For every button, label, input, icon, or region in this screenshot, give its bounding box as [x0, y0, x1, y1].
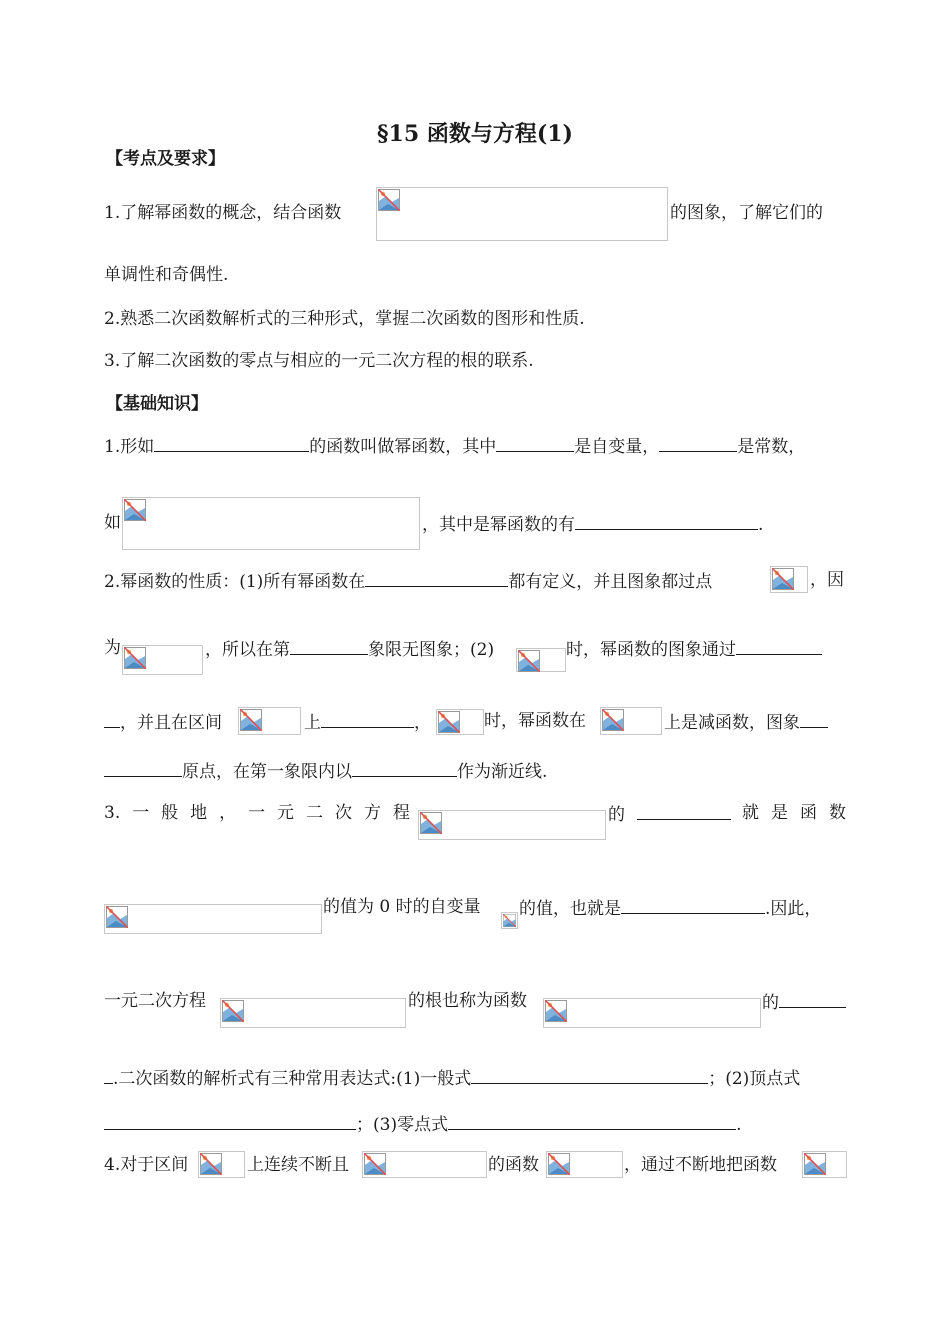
- q3-line3-end: [762, 990, 846, 1014]
- q2-line3-mid: [304, 710, 431, 734]
- q3-text-m: .: [736, 1115, 742, 1135]
- broken-image-icon: [438, 711, 460, 733]
- q3-line1-mid: [608, 802, 731, 826]
- formula-image: [220, 998, 406, 1028]
- broken-image-icon: [124, 647, 146, 669]
- blank: [496, 434, 574, 452]
- formula-image: [436, 709, 484, 735]
- blank: [290, 637, 368, 655]
- page-title: §15 函数与方程(1): [377, 121, 573, 147]
- q3-word: 元: [277, 803, 295, 823]
- broken-image-icon: [518, 650, 540, 672]
- q1-text-e: 如: [104, 513, 121, 533]
- q2-line2-mid: [205, 637, 494, 661]
- formula-image: [501, 912, 518, 929]
- broken-image-icon: [548, 1153, 570, 1175]
- formula-image: [198, 1151, 245, 1178]
- q3-text-e: 的值，也就是: [519, 899, 621, 919]
- q3-word: 是: [771, 803, 788, 823]
- q3-word: 次: [334, 803, 352, 823]
- broken-image-icon: [503, 914, 516, 927]
- broken-image-icon: [545, 1000, 567, 1022]
- q3-text-g: 一元二次方程: [104, 991, 206, 1011]
- q1-text-b: 的函数叫做幂函数，其中: [309, 437, 497, 457]
- formula-image: [770, 566, 808, 593]
- req-item1-text-cont: 的图象，了解它们的: [670, 203, 823, 223]
- q2-text-e: ，所以在第: [205, 640, 290, 660]
- q2-text-m: 原点，在第一象限内以: [182, 762, 352, 782]
- req-item2: 2.熟悉二次函数解析式的三种形式，掌握二次函数的图形和性质.: [104, 309, 585, 329]
- req-item1-text: 1.了解幂函数的概念，结合函数: [104, 203, 342, 223]
- q1-text-a: 1.形如: [104, 437, 155, 457]
- q3-text-f: .因此，: [765, 899, 822, 919]
- blank: [471, 1066, 708, 1084]
- q2-text-i: 上: [304, 713, 321, 733]
- formula-image: [376, 187, 668, 241]
- broken-image-icon: [420, 812, 442, 834]
- q3-text-d: 的值为 0 时的自变量: [323, 897, 481, 917]
- formula-image: [543, 998, 761, 1028]
- q1-text-d: 是常数，: [737, 437, 806, 457]
- section-heading-basics: 【基础知识】: [106, 394, 208, 414]
- req-item1-text-end: 单调性和奇偶性.: [104, 265, 229, 285]
- broken-image-icon: [772, 568, 794, 590]
- formula-image: [516, 648, 566, 672]
- q2-text-c: ，因: [810, 570, 844, 590]
- q3-word: 3.: [104, 803, 121, 823]
- q2-text-l: 上是减函数，图象: [664, 713, 800, 733]
- q2-text-g: 时，幂函数的图象通过: [566, 640, 736, 660]
- blank: [575, 512, 758, 530]
- q2-text-j: ，: [414, 713, 431, 733]
- q3-line1-end: [742, 802, 846, 824]
- q2-text-d: 为: [104, 638, 121, 658]
- broken-image-icon: [364, 1153, 386, 1175]
- blank: [736, 637, 822, 655]
- broken-image-icon: [378, 189, 400, 211]
- q3-text-j: .二次函数的解析式有三种常用表达式:(1)一般式: [113, 1069, 472, 1089]
- q3-word: 数: [829, 803, 846, 823]
- q2-text-h: ，并且在区间: [120, 713, 222, 733]
- broken-image-icon: [124, 499, 146, 521]
- q3-word: 一: [248, 803, 266, 823]
- q3-word: 函: [800, 803, 817, 823]
- blank: [104, 710, 120, 728]
- q3-word: 程: [392, 803, 410, 823]
- blank: [104, 1066, 113, 1084]
- blank: [352, 759, 457, 777]
- q2-line4: [104, 759, 547, 783]
- q2-text-a: 2.幂函数的性质：(1)所有幂函数在: [104, 572, 366, 592]
- q1-text-c: 是自变量，: [574, 437, 660, 457]
- formula-image: [238, 707, 301, 735]
- blank: [365, 569, 508, 587]
- q4-text-a: 4.对于区间: [104, 1155, 189, 1175]
- q3-word: 一: [132, 803, 150, 823]
- q3-line2-end: [519, 896, 821, 920]
- section-heading-requirements: 【考点及要求】: [106, 149, 225, 169]
- blank: [154, 434, 309, 452]
- formula-image: [802, 1151, 847, 1178]
- q2-line3-end: [664, 710, 828, 734]
- q1-text-g: .: [758, 515, 764, 535]
- q1-line1: [104, 434, 805, 458]
- q4-text-c: 的函数: [488, 1155, 539, 1175]
- q3-text-h: 的根也称为函数: [408, 991, 527, 1011]
- q3-line1-words: [104, 802, 410, 824]
- blank: [104, 1112, 356, 1130]
- formula-image: [418, 810, 606, 840]
- q4-text-b: 上连续不断且: [247, 1155, 349, 1175]
- q1-text-f: ，其中是幂函数的有: [422, 515, 575, 535]
- q3-word: 方: [363, 803, 381, 823]
- formula-image: [122, 645, 203, 675]
- blank: [448, 1112, 736, 1130]
- q2-line1: [104, 569, 712, 593]
- q3-word: ，: [219, 803, 237, 823]
- q2-text-n: 作为渐近线.: [457, 762, 548, 782]
- blank: [104, 759, 182, 777]
- q3-text-i: 的: [762, 993, 779, 1013]
- blank: [621, 896, 765, 914]
- q3-text-k: ；(2)顶点式: [708, 1069, 801, 1089]
- formula-image: [600, 707, 662, 735]
- broken-image-icon: [602, 709, 624, 731]
- q2-line3-start: [104, 710, 222, 734]
- q2-text-b: 都有定义，并且图象都过点: [508, 572, 713, 592]
- formula-image: [546, 1151, 623, 1178]
- broken-image-icon: [200, 1153, 222, 1175]
- blank: [800, 710, 828, 728]
- broken-image-icon: [240, 709, 262, 731]
- blank: [321, 710, 414, 728]
- broken-image-icon: [222, 1000, 244, 1022]
- q1-line2-rest: [422, 512, 763, 536]
- q3-word: 二: [306, 803, 324, 823]
- q3-line5: [104, 1112, 742, 1136]
- q3-text-l: ；(3)零点式: [356, 1115, 449, 1135]
- formula-image: [362, 1151, 487, 1178]
- req-item3: 3.了解二次函数的零点与相应的一元二次方程的根的联系.: [104, 351, 534, 371]
- formula-image: [122, 497, 420, 550]
- blank: [637, 802, 731, 820]
- q2-text-f: 象限无图象；(2): [368, 640, 495, 660]
- q2-text-k: 时，幂函数在: [484, 711, 586, 731]
- q4-text-d: ，通过不断地把函数: [624, 1155, 777, 1175]
- broken-image-icon: [804, 1153, 826, 1175]
- q3-line4: [104, 1066, 800, 1090]
- blank: [659, 434, 737, 452]
- q2-line2-end: [566, 637, 822, 661]
- q3-word: 般: [161, 803, 179, 823]
- blank: [779, 990, 846, 1008]
- formula-image: [104, 904, 322, 934]
- broken-image-icon: [106, 906, 128, 928]
- q3-text-b: 的: [608, 805, 625, 825]
- q3-word: 就: [742, 803, 759, 823]
- q3-word: 地: [190, 803, 208, 823]
